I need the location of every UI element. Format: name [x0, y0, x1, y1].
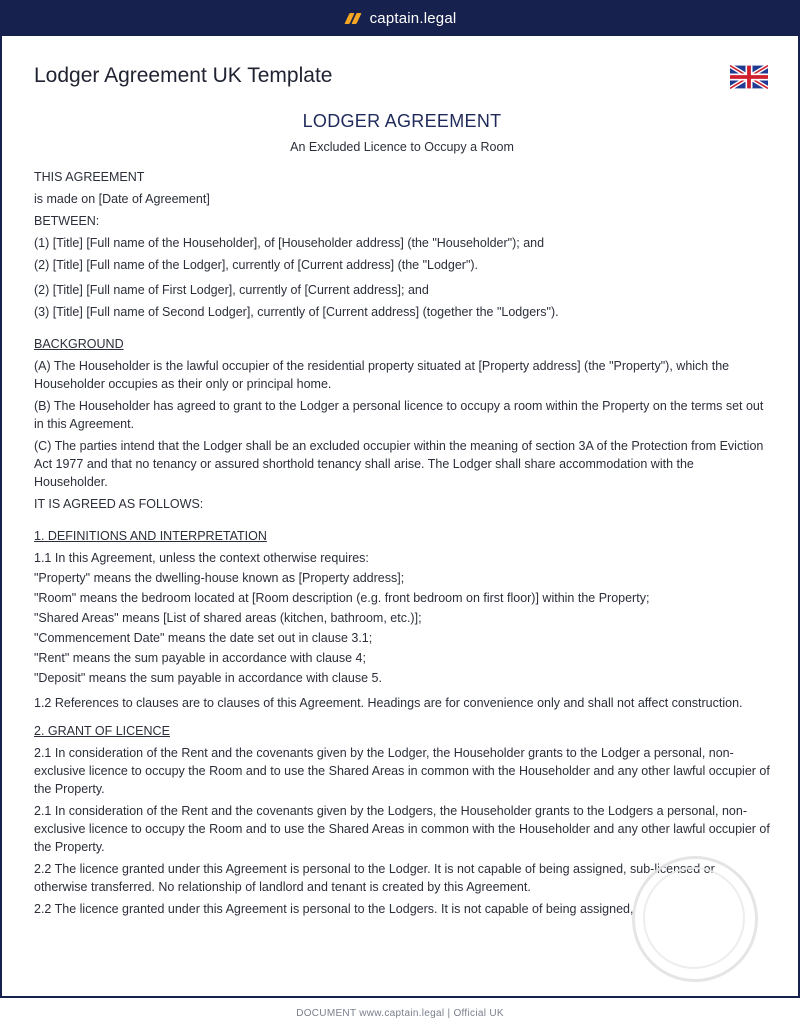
intro-line: THIS AGREEMENT — [34, 170, 145, 184]
footer: DOCUMENT www.captain.legal | Official UK — [296, 1008, 504, 1019]
definition-line: "Rent" means the sum payable in accordance with clause 4; — [34, 651, 366, 665]
definition-line: "Commencement Date" means the date set out in clause 3.1; — [34, 631, 373, 645]
background-clause: (A) The Householder is the lawful occupier of the residential property situated at [Property address] (the "Property"), which the Householder occupies as their only or principal home. — [34, 359, 730, 391]
brand-name[interactable]: captain.legal — [369, 9, 457, 27]
intro-line: is made on [Date of Agreement] — [34, 192, 210, 206]
party-line: (2) [Title] [Full name of First Lodger], currently of [Current address]; and — [34, 283, 429, 297]
party-line: (2) [Title] [Full name of the Lodger], currently of [Current address] (the "Lodger"). — [34, 258, 479, 272]
clause-line: 2.1 In consideration of the Rent and the covenants given by the Lodgers, the Householder grants to the Lodgers a personal, non-exclusive licence to occupy the Room and to use the Shared Areas in common with the Householder and any other lawful occupier of the Property. — [34, 804, 770, 854]
captain-legal-logo-icon — [344, 12, 362, 24]
definition-line: "Room" means the bedroom located at [Room description (e.g. front bedroom on first floor)] within the Property; — [34, 591, 650, 605]
background-heading: BACKGROUND — [34, 337, 124, 351]
top-bar — [0, 0, 800, 36]
clause-line: 1.1 In this Agreement, unless the context otherwise requires: — [34, 551, 369, 565]
document-subtitle: An Excluded Licence to Occupy a Room — [290, 140, 514, 154]
between-heading: BETWEEN: — [34, 214, 100, 228]
approval-stamp-watermark — [632, 856, 758, 982]
document-title: LODGER AGREEMENT — [302, 111, 502, 131]
document-body — [34, 112, 770, 918]
page-title: Lodger Agreement UK Template — [34, 64, 333, 87]
clause-line: 1.2 References to clauses are to clauses of this Agreement. Headings are for convenience only and shall not affect construction. — [34, 696, 743, 710]
uk-flag-icon[interactable] — [730, 65, 768, 89]
definition-line: "Property" means the dwelling-house known as [Property address]; — [34, 571, 405, 585]
agreed-heading: IT IS AGREED AS FOLLOWS: — [34, 497, 204, 511]
clause-line: 2.2 The licence granted under this Agreement is personal to the Lodgers. It is not capable of being assigned, — [34, 902, 634, 916]
party-line: (1) [Title] [Full name of the Householder], of [Householder address] (the "Householder"); and — [34, 236, 545, 250]
background-clause: (B) The Householder has agreed to grant to the Lodger a personal licence to occupy a room within the Property on the terms set out in this Agreement. — [34, 399, 764, 431]
section-heading: 1. DEFINITIONS AND INTERPRETATION — [34, 529, 267, 543]
definition-line: "Shared Areas" means [List of shared areas (kitchen, bathroom, etc.)]; — [34, 611, 422, 625]
section-heading: 2. GRANT OF LICENCE — [34, 724, 170, 738]
background-clause: (C) The parties intend that the Lodger shall be an excluded occupier within the meaning of section 3A of the Protection from Eviction Act 1977 and that no tenancy or assured shorthold tenancy shall arise. The Lodger shall share accommodation with the Householder. — [34, 439, 764, 489]
clause-line: 2.2 The licence granted under this Agreement is personal to the Lodger. It is not capable of being assigned, sub-licensed or otherwise transferred. No relationship of landlord and tenant is created by this Agreement. — [34, 862, 715, 894]
clause-line: 2.1 In consideration of the Rent and the covenants given by the Lodger, the Householder grants to the Lodger a personal, non-exclusive licence to occupy the Room and to use the Shared Areas in common with the Householder and any other lawful occupier of the Property. — [34, 746, 770, 796]
definition-line: "Deposit" means the sum payable in accordance with clause 5. — [34, 671, 382, 685]
party-line: (3) [Title] [Full name of Second Lodger], currently of [Current address] (together the "Lodgers"). — [34, 305, 559, 319]
document-frame — [0, 36, 800, 1019]
